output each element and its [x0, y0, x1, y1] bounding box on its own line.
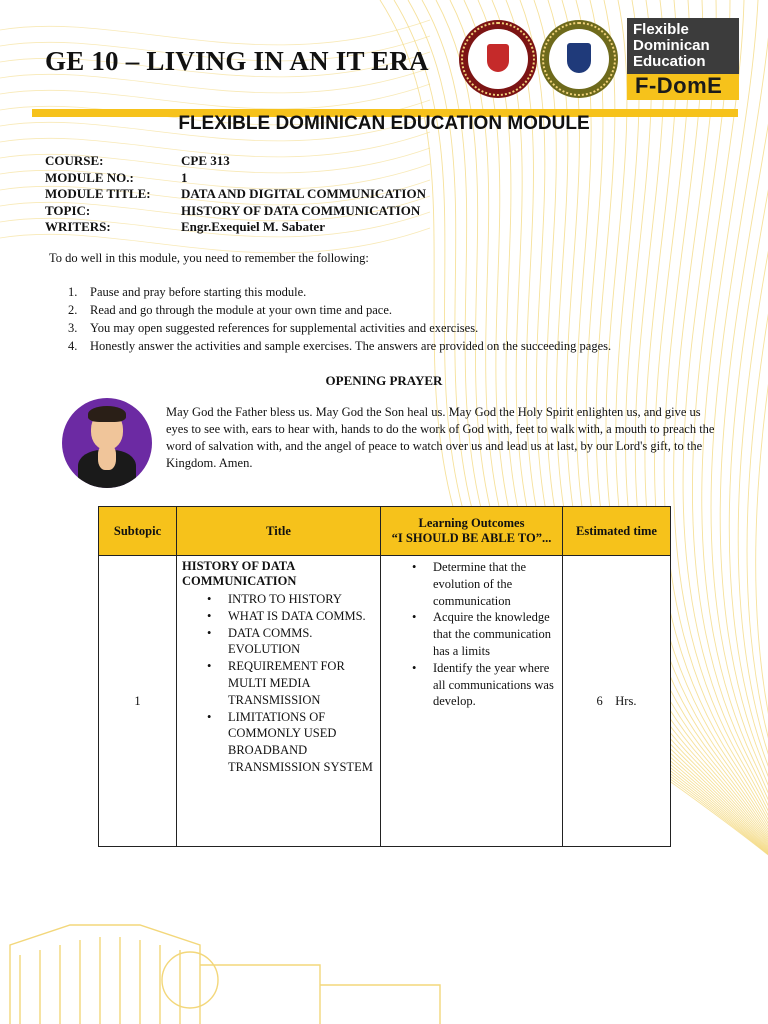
- campus-building-illustration: [0, 905, 768, 1024]
- info-value: CPE 313: [181, 153, 230, 168]
- building-columns: [20, 937, 180, 1024]
- info-value: Engr.Exequiel M. Sabater: [181, 219, 325, 234]
- engineering-college-seal: [459, 20, 537, 98]
- cell-subtopic: 1: [99, 556, 177, 847]
- learning-outcomes-table: [98, 506, 671, 847]
- wave-line: [0, 20, 430, 45]
- list-item: • REQUIREMENT FOR MULTI MEDIA TRANSMISSION: [207, 658, 380, 708]
- table-header-row: [99, 507, 671, 556]
- logo-text: [633, 22, 710, 70]
- info-label: WRITERS:: [45, 219, 111, 234]
- header-subtopic: Subtopic: [99, 507, 177, 556]
- header-outcomes-subline: “I SHOULD BE ABLE TO”...: [391, 531, 552, 545]
- list-text: Read and go through the module at your own time and pace.: [90, 303, 393, 317]
- wave-line: [720, 0, 768, 1018]
- wave-line: [674, 0, 768, 1008]
- intro-text: To do well in this module, you need to remember the following:: [49, 251, 369, 265]
- shield-icon: [567, 43, 591, 73]
- wave-line: [626, 0, 768, 998]
- university-seal: [540, 20, 618, 98]
- logo-line-dominican: Dominican: [633, 37, 710, 54]
- praying-hands-icon: [98, 444, 116, 470]
- table-row: [99, 556, 671, 847]
- header-learning-outcomes: [381, 507, 563, 556]
- list-text: You may open suggested references for supplemental activities and exercises.: [90, 321, 479, 335]
- list-item: • Acquire the knowledge that the communication has a limits: [412, 609, 562, 659]
- info-value: 1: [181, 170, 188, 185]
- avatar-hair: [88, 406, 126, 422]
- info-value: DATA AND DIGITAL COMMUNICATION: [181, 186, 426, 201]
- cell-estimated-time: 6 Hrs.: [563, 556, 671, 847]
- module-heading: FLEXIBLE DOMINICAN EDUCATION MODULE: [178, 113, 590, 134]
- topic-heading: HISTORY OF DATA COMMUNICATION: [182, 559, 297, 588]
- wave-line: [683, 0, 768, 1010]
- logo-line-education: Education: [633, 53, 706, 70]
- info-label: TOPIC:: [45, 203, 91, 218]
- course-title: GE 10 – LIVING IN AN IT ERA: [45, 46, 429, 76]
- wave-line: [756, 0, 768, 1024]
- list-item: • LIMITATIONS OF COMMONLY USED BROADBAND TRANSMISSION SYSTEM: [207, 709, 380, 776]
- wave-line: [692, 0, 768, 1012]
- list-item: • Determine that the evolution of the communication: [412, 559, 562, 609]
- logo-brand: F-DomE: [635, 73, 723, 98]
- info-value: HISTORY OF DATA COMMUNICATION: [181, 203, 421, 218]
- header-estimated-time: Estimated time: [563, 507, 671, 556]
- seal-center: [468, 29, 528, 89]
- fdome-logo: [627, 18, 739, 100]
- list-item: [68, 339, 611, 357]
- list-number: 2.: [68, 303, 78, 317]
- rules-list: [68, 285, 611, 357]
- list-number: 1.: [68, 285, 78, 299]
- wave-line: [711, 0, 768, 1016]
- outcome-list: [381, 556, 562, 710]
- list-item: [68, 285, 611, 303]
- list-item: • WHAT IS DATA COMMS.: [207, 608, 380, 625]
- wave-line: [729, 0, 768, 1020]
- info-label: COURSE:: [45, 153, 104, 168]
- avatar: [62, 398, 152, 488]
- seal-outline-icon: [162, 952, 218, 1008]
- list-text: Honestly answer the activities and sample exercises. The answers are provided on the succeeding pages.: [90, 339, 612, 353]
- header-title: Title: [177, 507, 381, 556]
- info-label: MODULE TITLE:: [45, 186, 151, 201]
- wave-line: [747, 0, 768, 1024]
- cell-outcomes: [381, 556, 563, 847]
- building-outline: [10, 925, 200, 1024]
- prayer-heading: OPENING PRAYER: [325, 373, 443, 388]
- seal-center: [549, 29, 609, 89]
- list-text: Pause and pray before starting this module.: [90, 285, 307, 299]
- list-number: 4.: [68, 339, 78, 353]
- cell-title: [177, 556, 381, 847]
- wave-line: [0, 84, 430, 109]
- wave-line: [702, 0, 768, 1014]
- topic-list: [177, 591, 380, 776]
- list-item: [68, 321, 611, 339]
- list-number: 3.: [68, 321, 78, 335]
- header-outcomes-line: Learning Outcomes: [418, 516, 525, 530]
- shield-icon: [487, 44, 509, 72]
- building-annex: [320, 985, 440, 1024]
- list-item: [68, 303, 611, 321]
- list-item: • DATA COMMS. EVOLUTION: [207, 625, 380, 659]
- logo-line-flexible: Flexible: [633, 21, 689, 38]
- info-label: MODULE NO.:: [45, 170, 134, 185]
- list-item: • Identify the year where all communications was develop.: [412, 660, 562, 710]
- prayer-text: May God the Father bless us. May God the Son heal us. May God the Holy Spirit enlighten us, and give us eyes to see with, ears to hear with, hands to do the work of God with, feet to walk with, a mouth to preach the word of salvation with, and the angel of peace to watch over us and lead us at last, by our Lord's gift, to the Kingdom. Amen.: [166, 405, 715, 470]
- list-item: • INTRO TO HISTORY: [207, 591, 380, 608]
